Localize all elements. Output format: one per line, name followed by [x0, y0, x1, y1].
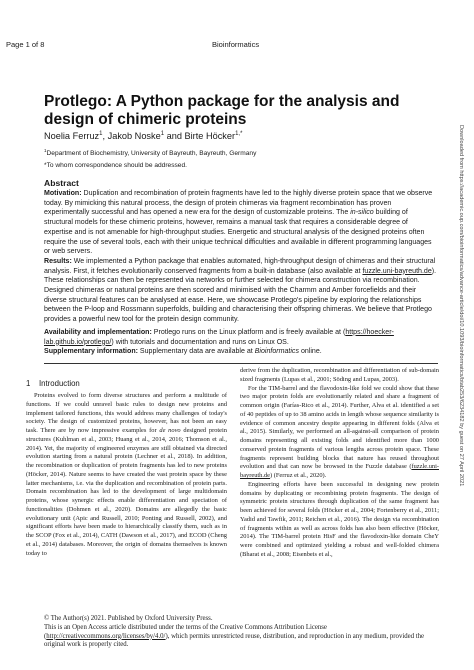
- fuzzle-link[interactable]: fuzzle.uni-bayreuth.de: [240, 463, 439, 479]
- section-title: Introduction: [39, 379, 80, 388]
- results-label: Results:: [44, 257, 72, 265]
- intro-paragraph: Engineering efforts have been successful in designing new protein domains by duplicating or recombining protein fragments. The design of symmetric protein structures through duplication of the same fragment has been achieved for several folds (Höcker et al., 2004; Fortenberry et al., 2011; Yadid and Tawfik, 2011; Reichen et al., 2016). The design via recombination of fragments within as well as across folds has also been effective (Höcker, 2014). The TIM-barrel protein HisF and the flavodoxin-like domain CheY were combined and optimized yielding a robust and well-folded chimera (Bharat et al., 2008; Eisenbeis et al.,: [240, 480, 439, 558]
- supplementary-text: Supplementary data are available at: [137, 348, 255, 356]
- intro-italic: de novo: [159, 427, 181, 434]
- author-name: Birte Höcker: [184, 131, 236, 142]
- introduction-left-column: [26, 392, 227, 558]
- affiliation-mark: 1: [44, 148, 47, 153]
- license-text-b: ), which permits unrestricted reuse, distribution, and reproduction in any medium, provided the original work is properly cited.: [44, 632, 425, 649]
- cc-license-link[interactable]: http://creativecommons.org/licenses/by/4.0/: [46, 632, 166, 640]
- abstract-supplementary: [44, 347, 438, 357]
- results-text-cont: ). These relationships can then be represented via networks or further selected for chimera construction via recombination. Designed chimeras or natural proteins are then scored and minimised with the Charmm and Amber forcefields and their diverse structural features can be analysed at ease. Here, we showcase Protlego's pipeline by exploring the relationships between the P-loop and Rossmann superfolds, building and characterising their offspring chimeras. We believe that Protlego provides a powerful new tool for the protein design community.: [44, 267, 437, 324]
- intro-text: For the TIM-barrel and the flavodoxin-like fold we could show that these two major protein folds are evolutionarily related and share a fragment of common origin (Farías-Rico et al., 2014). Further, Alva et al. identified a set of 40 peptides of up to 38 amino acids in length whose sequence similarity is evidence of common ancestry despite appearing in different folds (Alva et al., 2015). Similarly, we performed an all-against-all comparison of protein domains representing all existing folds and identified more than 1000 conserved protein fragments of various lengths across protein space. These fragments represent building blocks that nature has reused throughout evolution and that can now be browsed in the Fuzzle database (: [240, 384, 439, 471]
- availability-label: Availability and implementation:: [44, 328, 152, 336]
- section-divider: [44, 363, 438, 364]
- intro-paragraph: [26, 392, 227, 558]
- author-list: [44, 131, 242, 141]
- download-note-container: [456, 125, 466, 505]
- affiliation-text: Department of Biochemistry, University of Bayreuth, Bayreuth, Germany: [46, 150, 257, 158]
- abstract-heading: Abstract: [44, 178, 79, 188]
- article-title: Protlego: A Python package for the analysis and design of chimeric proteins: [44, 93, 400, 128]
- author-name: Jakob Noske: [107, 131, 161, 142]
- page-number-label: Page 1 of 8: [6, 40, 45, 49]
- correspondence-note: *To whom correspondence should be addressed.: [44, 162, 187, 169]
- availability-text: Protlego runs on the Linux platform and is freely available at (: [151, 328, 346, 336]
- intro-text-cont: ) (Ferruz et al., 2020).: [270, 472, 327, 479]
- abstract-availability: [44, 328, 438, 347]
- abstract-body: [44, 189, 438, 357]
- motivation-label: Motivation:: [44, 190, 82, 197]
- section-number: 1: [26, 379, 31, 388]
- author-affiliation-mark: 1,*: [235, 131, 243, 137]
- intro-text-cont: designed protein structures (Kuhlman et al., 2003; Huang et al., 2014, 2016; Thomson et al., 2014). Yet, the majority of engineered enzymes are still obtained via directed evolution starting from a natural protein (Lechner et al., 2018). In addition, the recombination or duplication of protein fragments has led to new proteins (Höcker, 2014). Nature seems to have created the vast protein space by these latter mechanisms, i.e. via the duplication and recombination of protein parts. Domain recombination has led to the development of large multidomain proteins, whose synergic effects enable differentiation and speciation of functionalities (Dohmen et al., 2020). Domains are allegedly the basic evolutionary unit (Apic and Russell, 2010; Ponting and Russell, 2002), and significant efforts have been made to hierarchically classify them, such as in the SCOP (Fox et al., 2014), CATH (Dawson et al., 2017), and ECOD (Cheng et al., 2014) databases. Moreover, the origin of domains themselves is known today to: [26, 427, 227, 557]
- results-text: We implemented a Python package that enables automated, high-throughput design of chimeras and their structural analysis. First, it fetches evolutionarily conserved fragments from a built-in database (also available at: [44, 257, 436, 275]
- protlego-link[interactable]: https://hoecker-lab.github.io/protlego/: [44, 328, 394, 346]
- intro-paragraph: [240, 385, 439, 481]
- motivation-text: Duplication and recombination of protein fragments have led to the highly diverse protein space that we observe today. By mimicking this natural process, the design of protein chimeras via fragment recombination has proven experimentally successful and has opened a new era for the design of customizable proteins. The: [44, 190, 433, 217]
- license-text: [44, 624, 438, 650]
- journal-name: Bioinformatics: [212, 40, 260, 49]
- author-affiliation-mark: 1: [160, 131, 165, 137]
- download-note: Downloaded from https://academic.oup.com/bioinformatics/advance-article/doi/10.1093/bioinformatics/btab253/6234182 by guest on 27 April 2021: [458, 125, 464, 487]
- author-separator: and: [164, 131, 185, 142]
- abstract-motivation: [44, 189, 438, 257]
- fuzzle-link[interactable]: fuzzle.uni-bayreuth.de: [362, 267, 432, 275]
- abstract-results: [44, 257, 438, 325]
- author-name: Noelia Ferruz: [44, 131, 100, 142]
- availability-text-cont: ) with tutorials and documentation and runs on Linux OS.: [111, 338, 289, 346]
- intro-paragraph: derive from the duplication, recombination and differentiation of sub-domain sized fragments (Lupas et al., 2001; Söding and Lupas, 2003).: [240, 367, 439, 383]
- affiliation: [44, 148, 256, 157]
- license-note: [44, 615, 438, 650]
- motivation-italic: in-silico: [350, 209, 374, 217]
- supplementary-label: Supplementary information:: [44, 348, 138, 356]
- license-text-a: This is an Open Access article distributed under the terms of the Creative Commons Attribution License (: [44, 623, 327, 640]
- section-heading-introduction: [26, 379, 80, 388]
- supplementary-text-cont: online.: [298, 348, 322, 356]
- copyright-line: © The Author(s) 2021. Published by Oxford University Press.: [44, 615, 213, 622]
- motivation-text-cont: building of structural models for these chimeric proteins, however, remains a manual task that requires a considerable degree of expertise and is not amenable for high-throughput studies. Energetic and structural analysis of the designed proteins often require the use of several tools, each with their unique technical difficulties and available in different programming languages or web servers.: [44, 209, 432, 256]
- introduction-right-column: [240, 367, 439, 560]
- journal-name-italic: Bioinformatics: [254, 348, 299, 356]
- author-affiliation-mark: 1: [99, 131, 103, 137]
- intro-text: Proteins evolved to form diverse structures and perform a multitude of functions. If we could unravel basic rules to design new proteins and implement tailored functions, this would address many challenges of today's society. The design of customized proteins, however, has not been an easy task. There are by now impressive examples for: [26, 392, 227, 434]
- author-separator: ,: [102, 131, 108, 142]
